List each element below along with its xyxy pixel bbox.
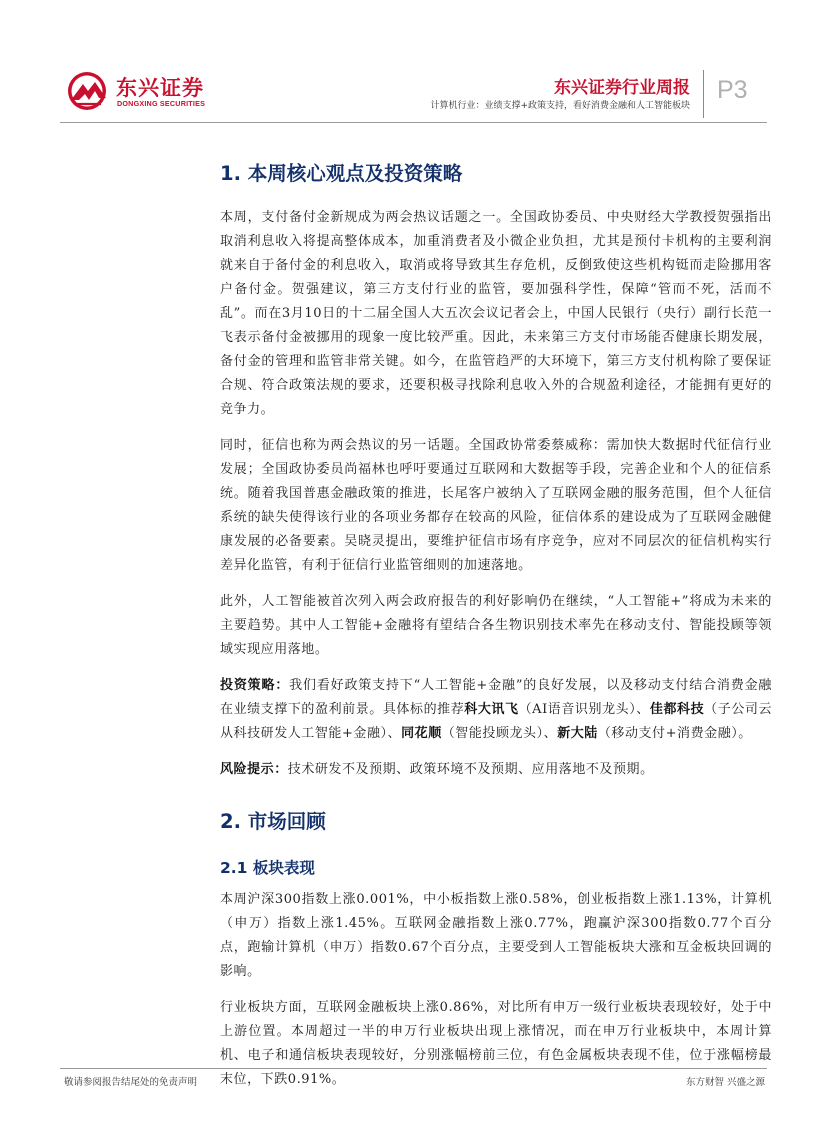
risk-warning-paragraph — [220, 758, 772, 782]
strategy-text-2: （AI语音识别龙头）、 — [518, 702, 650, 717]
dongxing-logo-icon — [66, 70, 112, 112]
section2-1-heading: 2.1 板块表现 — [220, 859, 315, 877]
report-title: 东兴证券行业周报 — [554, 78, 690, 98]
investment-strategy-paragraph — [220, 674, 772, 746]
strategy-text-5: （移动支付+消费金融）。 — [597, 726, 752, 741]
header-divider — [703, 70, 704, 118]
report-subtitle: 计算机行业：业绩支撑+政策支持，看好消费金融和人工智能板块 — [430, 101, 690, 111]
page-header — [0, 0, 827, 130]
company-logo — [66, 70, 206, 112]
section1-paragraph-3: 此外，人工智能被首次列入两会政府报告的利好影响仍在继续，“人工智能+”将成为未来的主要趋势。其中人工智能+金融将有望结合各生物识别技术率先在移动支付、智能投顾等领域实现应用落地。 — [220, 594, 772, 657]
footer-rule — [60, 1068, 767, 1069]
section1-paragraph-1: 本周，支付备付金新规成为两会热议话题之一。全国政协委员、中央财经大学教授贺强指出取消利息收入将提高整体成本，加重消费者及小微企业负担，尤其是预付卡机构的主要利润就来自于备付金的利息收入，取消或将导致其生存危机，反倒致使这些机构铤而走险挪用客户备付金。贺强建议，第三方支付行业的监管，要加强科学性，保障“管而不死，活而不乱”。而在3月10日的十二届全国人大五次会议记者会上，中国人民银行（央行）副行长范一飞表示备付金被挪用的现象一度比较严重。因此，未来第三方支付市场能否健康长期发展，备付金的管理和监管非常关键。如今，在监管趋严的大环境下，第三方支付机构除了要保证合规、符合政策法规的要求，还要积极寻找除利息收入外的合规盈利途径，才能拥有更好的竞争力。 — [220, 210, 772, 417]
stock-pci: 佳都科技 — [649, 702, 705, 717]
header-rule — [60, 122, 767, 123]
logo-chinese-name: 东兴证券 — [116, 76, 204, 100]
section1-paragraph-2: 同时，征信也称为两会热议的另一话题。全国政协常委蔡威称：需加快大数据时代征信行业发展；全国政协委员尚福林也呼吁要通过互联网和大数据等手段，完善企业和个人的征信系统。随着我国普惠金融政策的推进，长尾客户被纳入了互联网金融的服务范围，但个人征信系统的缺失使得该行业的各项业务都存在较高的风险，征信体系的建设成为了互联网金融健康发展的必备要素。吴晓灵提出，要维护征信市场有序竞争，应对不同层次的征信机构实行差异化监管，有利于征信行业监管细则的加速落地。 — [220, 438, 772, 573]
strategy-text-1: 我们看好政策支持下“人工智能+金融”的良好发展，以及移动支付结合消费金融在业绩支撑下的盈利前景。具体标的推荐 — [220, 678, 772, 717]
section2-paragraph-1: 本周沪深300指数上涨0.001%，中小板指数上涨0.58%，创业板指数上涨1.13%，计算机（申万）指数上涨1.45%。互联网金融指数上涨0.77%，跑赢沪深300指数0.77个百分点，跑输计算机（申万）指数0.67个百分点，主要受到人工智能板块大涨和互金板块回调的影响。 — [220, 892, 772, 979]
stock-iflytek: 科大讯飞 — [464, 702, 519, 717]
page-number: P3 — [717, 76, 748, 104]
stock-newland: 新大陆 — [557, 726, 598, 741]
strategy-text-3: （子公司云从科技研发人工智能+金融）、 — [220, 702, 773, 741]
strategy-label: 投资策略： — [220, 678, 290, 693]
section1-heading: 1. 本周核心观点及投资策略 — [220, 162, 463, 185]
footer-slogan: 东方财智 兴盛之源 — [685, 1077, 765, 1088]
section2-heading: 2. 市场回顾 — [220, 810, 326, 833]
stock-hithink: 同花顺 — [401, 726, 442, 741]
risk-text: 技术研发不及预期、政策环境不及预期、应用落地不及预期。 — [287, 762, 654, 777]
footer-disclaimer: 敬请参阅报告结尾处的免责声明 — [64, 1077, 198, 1088]
logo-english-name: DONGXING SECURITIES — [117, 99, 206, 108]
page-content — [220, 150, 772, 1092]
section2-paragraph-2: 行业板块方面，互联网金融板块上涨0.86%，对比所有申万一级行业板块表现较好，处于中上游位置。本周超过一半的申万行业板块出现上涨情况，而在申万行业板块中，本周计算机、电子和通信板块表现较好，分别涨幅榜前三位，有色金属板块表现不佳，位于涨幅榜最末位，下跌0.91%。 — [220, 1000, 772, 1087]
risk-label: 风险提示： — [220, 762, 288, 777]
strategy-text-4: （智能投顾龙头）、 — [441, 726, 558, 741]
